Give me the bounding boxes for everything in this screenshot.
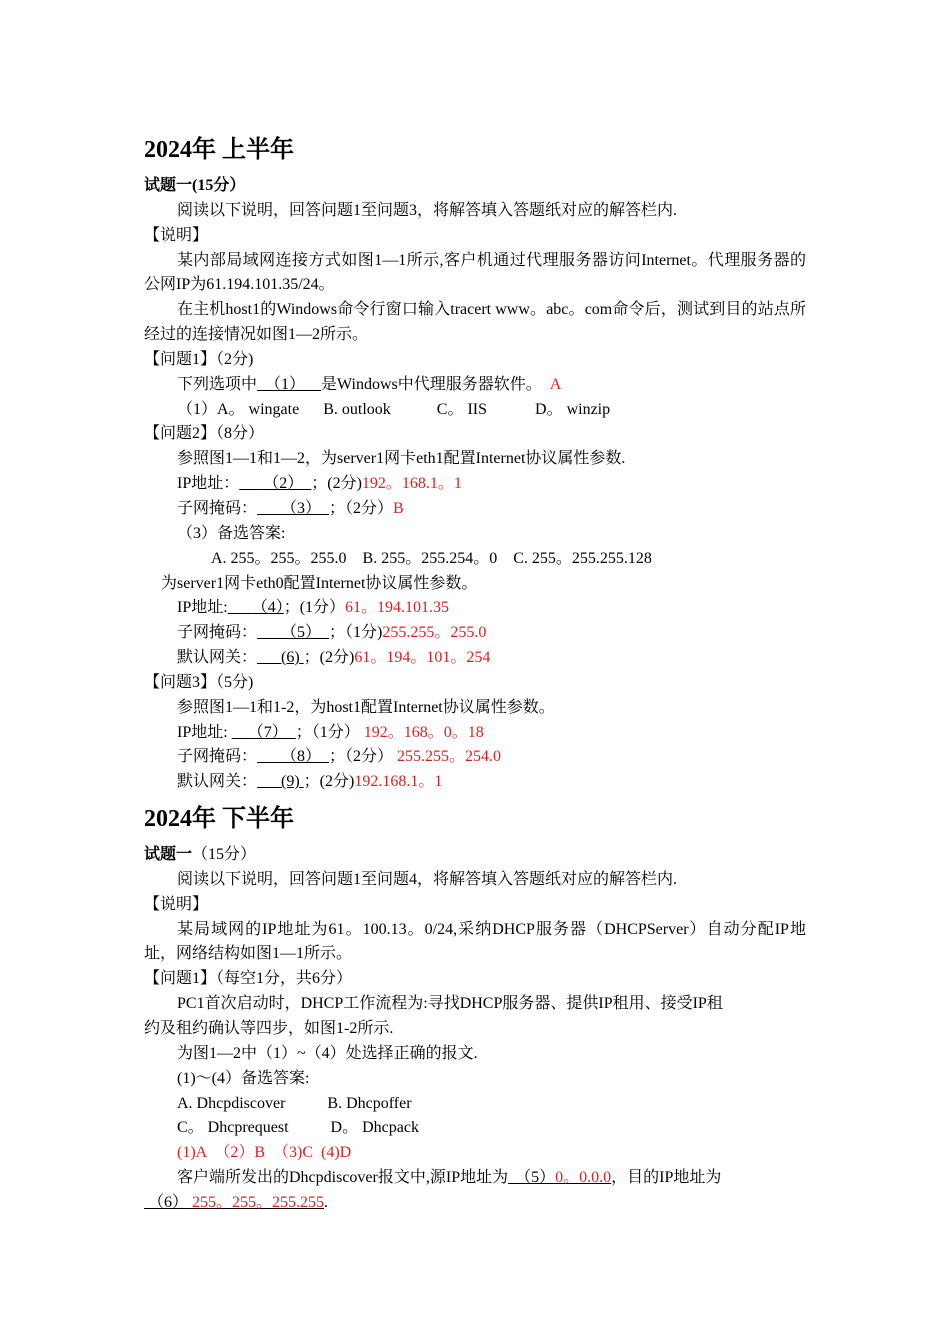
answer: 192。168.1。1 bbox=[361, 475, 462, 493]
text: 客户端所发出的Dhcpdiscover报文中,源IP地址为 bbox=[177, 1169, 509, 1187]
dhcp-answers: (1)A （2）B （3)C (4)D bbox=[177, 1144, 352, 1162]
answer-blank bbox=[257, 773, 304, 790]
problem-1-heading-2: 【问题1】（每空1分，共6分） bbox=[144, 970, 353, 988]
document-content bbox=[144, 130, 806, 1216]
question-heading-bold: 试题一 bbox=[144, 846, 193, 864]
answer: 61。194.101.35 bbox=[345, 599, 450, 617]
score: ；(1分） bbox=[283, 599, 346, 617]
option-b: B. outlook bbox=[323, 400, 391, 418]
text: 下列选项中 bbox=[177, 375, 258, 393]
section-title-first-half: 2024年 上半年 bbox=[144, 137, 294, 163]
question-heading-2 bbox=[144, 843, 806, 868]
option-c: C。 IIS bbox=[436, 400, 488, 418]
blank-number: (9) bbox=[281, 773, 300, 791]
eth1-ip-line bbox=[144, 472, 806, 497]
label: 默认网关： bbox=[177, 649, 258, 667]
score: ；（1分） bbox=[295, 723, 360, 741]
option-b: B. Dhcpoffer bbox=[327, 1094, 412, 1112]
problem-1-options bbox=[144, 398, 806, 423]
section-title-second-half: 2024年 下半年 bbox=[144, 806, 294, 833]
answer-blank bbox=[232, 724, 296, 741]
score: ；（1分) bbox=[329, 624, 383, 642]
answer-blank bbox=[239, 475, 311, 492]
blank-number: （5） bbox=[281, 624, 322, 642]
eth0-intro: 为server1网卡eth0配置Internet协议属性参数。 bbox=[161, 574, 478, 592]
answer: 192。168。0。18 bbox=[363, 723, 484, 741]
option-c: C。 Dhcprequest bbox=[177, 1119, 289, 1137]
answer: 192.168.1。1 bbox=[354, 773, 443, 791]
dhcp-flow-line-2: 约及租约确认等四步，如图1-2所示. bbox=[144, 1020, 394, 1037]
answer-blank bbox=[257, 376, 321, 393]
answer: 255.255。255.0 bbox=[382, 624, 487, 642]
blank-number: （1） bbox=[265, 375, 306, 393]
answer: 0。0.0.0 bbox=[555, 1169, 612, 1187]
blank-number: （4） bbox=[251, 599, 284, 617]
dhcp-dst-line bbox=[144, 1191, 806, 1216]
question-intro-2: 阅读以下说明，回答问题1至问题4，将解答填入答题纸对应的解答栏内. bbox=[177, 870, 678, 888]
host1-ip-line bbox=[144, 721, 806, 746]
problem-3-heading: 【问题3】（5分) bbox=[144, 673, 254, 691]
problem-1-question bbox=[144, 373, 806, 398]
dhcp-task: 为图1—2中（1）~（4）处选择正确的报文. bbox=[177, 1044, 478, 1062]
label: 子网掩码： bbox=[177, 499, 258, 517]
answer: 255.255。254.0 bbox=[397, 748, 502, 766]
label: 子网掩码： bbox=[177, 624, 258, 642]
answer-blank bbox=[508, 1169, 611, 1186]
eth0-ip-line bbox=[144, 596, 806, 621]
problem-3-intro: 参照图1—1和1-2，为host1配置Internet协议属性参数。 bbox=[177, 698, 555, 716]
dhcp-options-heading: (1)～(4）备选答案: bbox=[177, 1069, 310, 1087]
eth0-mask-line bbox=[144, 621, 806, 646]
label: IP地址： bbox=[177, 475, 240, 493]
score: ；（2分） bbox=[329, 748, 394, 766]
blank-number: （6） bbox=[148, 1193, 189, 1211]
option-a: A. Dhcpdiscover bbox=[177, 1094, 286, 1112]
blank-number: （7） bbox=[247, 723, 288, 741]
score: ；(2分) bbox=[303, 649, 355, 667]
option-d: D。 winzip bbox=[535, 400, 611, 418]
eth1-mask-line bbox=[144, 497, 806, 522]
label: 子网掩码： bbox=[177, 748, 258, 766]
explanation-heading-2: 【说明】 bbox=[144, 895, 209, 913]
blank-number: （8） bbox=[281, 748, 322, 766]
answer: 61。194。101。254 bbox=[354, 649, 491, 667]
blank-number: (6) bbox=[281, 649, 300, 667]
question-heading: 试题一(15分） bbox=[144, 177, 246, 194]
problem-2-heading: 【问题2】（8分） bbox=[144, 425, 265, 443]
mask-options: A. 255。255。255.0 B. 255。255.254。0 C. 255。255.255.128 bbox=[211, 549, 652, 567]
answer-blank bbox=[144, 1194, 324, 1211]
text: ，目的IP地址为 bbox=[611, 1169, 722, 1187]
score: ；(2分) bbox=[311, 475, 362, 493]
host1-gateway-line bbox=[144, 770, 806, 795]
answer-blank bbox=[257, 748, 329, 765]
answer-blank bbox=[257, 500, 329, 517]
answer: B bbox=[393, 499, 404, 517]
explanation-paragraph-2: 在主机host1的Windows命令行窗口输入tracert www。abc。com命令后，测试到目的站点所经过的连接情况如图1—2所示。 bbox=[144, 301, 806, 344]
blank-number: （3） bbox=[281, 499, 322, 517]
question-intro: 阅读以下说明，回答问题1至问题3，将解答填入答题纸对应的解答栏内. bbox=[177, 201, 678, 219]
host1-mask-line bbox=[144, 745, 806, 770]
text: . bbox=[324, 1193, 329, 1211]
answer: A bbox=[549, 375, 562, 393]
dhcp-options-row-2 bbox=[144, 1116, 806, 1141]
label: IP地址: bbox=[177, 723, 232, 741]
option-a: （1）A。 wingate bbox=[177, 400, 300, 418]
problem-2-intro: 参照图1—1和1—2，为server1网卡eth1配置Internet协议属性参数. bbox=[177, 450, 626, 468]
blank-number: （2） bbox=[263, 475, 304, 493]
explanation-paragraph-2-1: 某局域网的IP地址为61。100.13。0/24,采纳DHCP服务器（DHCPServer）自动分配IP地址，网络结构如图1—1所示。 bbox=[144, 920, 806, 963]
problem-1-heading: 【问题1】（2分) bbox=[144, 350, 254, 368]
score: ；(2分) bbox=[303, 773, 355, 791]
label: IP地址: bbox=[177, 599, 228, 617]
answer-blank bbox=[228, 599, 284, 616]
answer-blank bbox=[257, 624, 329, 641]
dhcp-flow-line-1: PC1首次启动时，DHCP工作流程为:寻找DHCP服务器、提供IP租用、接受IP租 bbox=[177, 995, 723, 1013]
explanation-heading: 【说明】 bbox=[144, 226, 209, 244]
answer: 255。255。255.255 bbox=[192, 1193, 325, 1211]
label: 默认网关： bbox=[177, 773, 258, 791]
question-heading-score: （15分） bbox=[192, 846, 257, 864]
score: ；（2分） bbox=[329, 499, 394, 517]
blank-number: （5） bbox=[515, 1169, 556, 1187]
dhcp-options-row-1 bbox=[144, 1092, 806, 1117]
eth0-gateway-line bbox=[144, 646, 806, 671]
dhcp-src-line bbox=[144, 1166, 806, 1191]
option-d: D。 Dhcpack bbox=[330, 1119, 419, 1137]
answer-blank bbox=[257, 649, 304, 666]
text: 是Windows中代理服务器软件。 bbox=[321, 375, 542, 393]
explanation-paragraph-1: 某内部局域网连接方式如图1—1所示,客户机通过代理服务器访问Internet。代理服务器的公网IP为61.194.101.35/24。 bbox=[144, 251, 806, 294]
mask-options-heading: （3）备选答案: bbox=[177, 524, 286, 542]
